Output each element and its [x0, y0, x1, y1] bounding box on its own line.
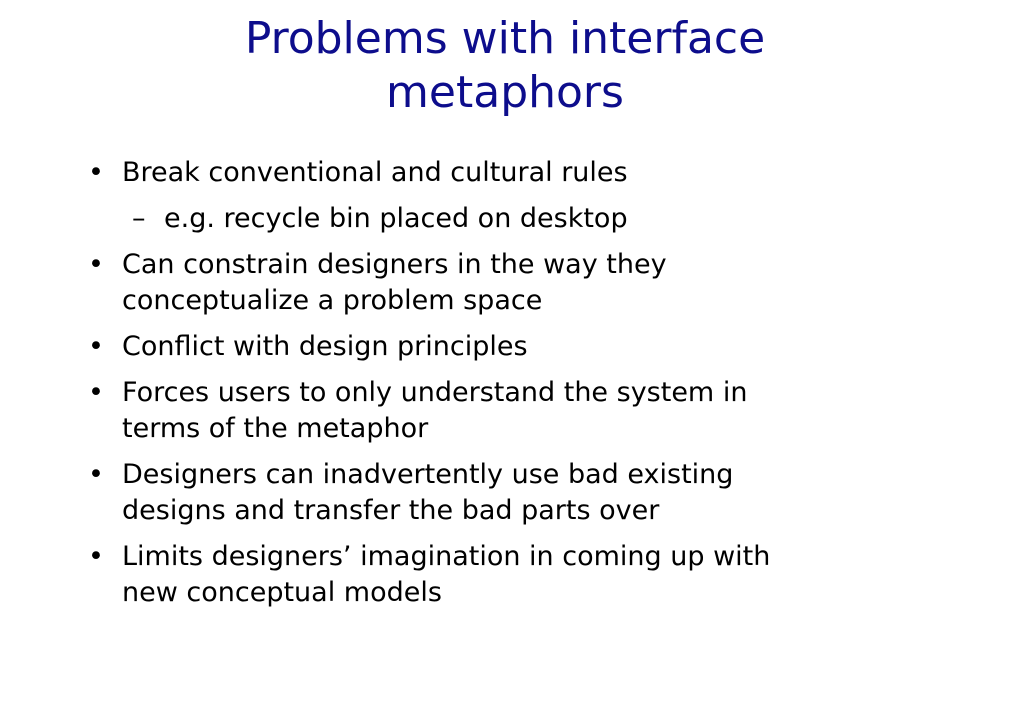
bullet-item	[88, 329, 918, 365]
bullet-text-line-2: new conceptual models	[122, 577, 442, 608]
bullet-marker: •	[88, 331, 104, 362]
bullet-marker: •	[88, 541, 104, 572]
bullet-text-line-2: conceptualize a problem space	[122, 285, 543, 316]
bullet-text-line-1: Can constrain designers in the way they	[122, 249, 667, 280]
bullet-text: Conflict with design principles	[122, 331, 528, 362]
bullet-text-line-1: Designers can inadvertently use bad existing	[122, 459, 734, 490]
bullet-text-line-1: Forces users to only understand the system in	[122, 377, 748, 408]
sub-bullet-item	[88, 201, 918, 237]
title-line-2: metaphors	[386, 67, 624, 118]
bullet-item	[88, 155, 918, 191]
title-line-1: Problems with interface	[244, 13, 766, 64]
slide-title	[80, 12, 930, 120]
bullet-item	[88, 247, 918, 319]
bullet-marker: •	[88, 377, 104, 408]
bullet-list	[88, 155, 918, 621]
bullet-text: Break conventional and cultural rules	[122, 157, 628, 188]
bullet-item	[88, 539, 918, 611]
bullet-item	[88, 375, 918, 447]
bullet-text-line-2: terms of the metaphor	[122, 413, 429, 444]
sub-bullet-marker: –	[132, 203, 146, 234]
bullet-marker: •	[88, 459, 104, 490]
bullet-text-line-2: designs and transfer the bad parts over	[122, 495, 660, 526]
bullet-text-line-1: Limits designers’ imagination in coming up with	[122, 541, 771, 572]
bullet-item	[88, 457, 918, 529]
sub-bullet-text: e.g. recycle bin placed on desktop	[164, 203, 628, 234]
bullet-marker: •	[88, 157, 104, 188]
bullet-marker: •	[88, 249, 104, 280]
